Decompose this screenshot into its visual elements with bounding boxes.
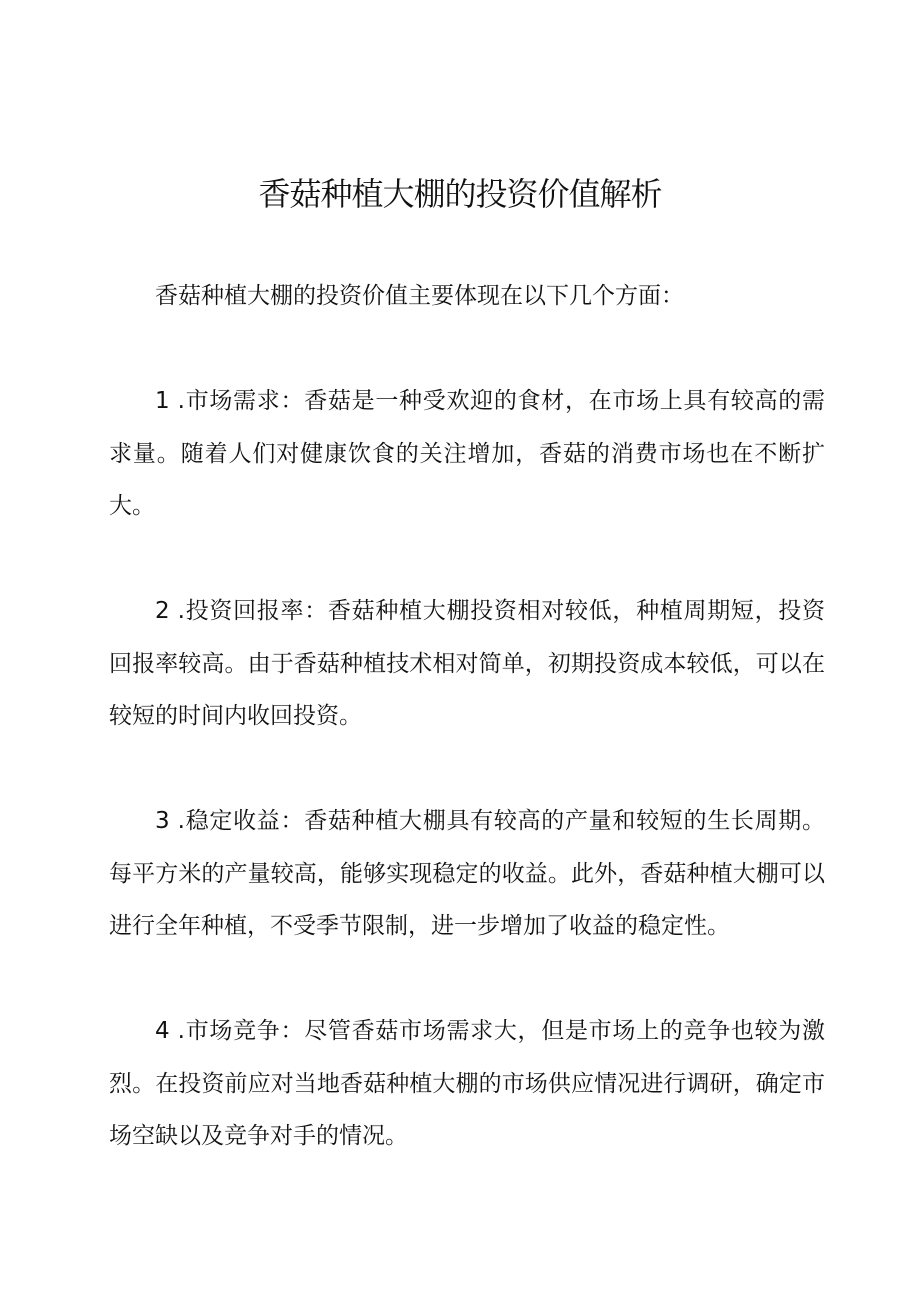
item-number: 3 bbox=[155, 808, 170, 834]
item-text: .市场需求：香菇是一种受欢迎的食材，在市场上具有较高的需求量。随着人们对健康饮食的关注增加，香菇的消费市场也在不断扩大。 bbox=[109, 388, 826, 519]
document-body bbox=[109, 270, 825, 1163]
item-text: .投资回报率：香菇种植大棚投资相对较低，种植周期短，投资回报率较高。由于香菇种植技术相对简单，初期投资成本较低，可以在较短的时间内收回投资。 bbox=[109, 598, 826, 729]
item-number: 4 bbox=[155, 1018, 170, 1044]
item-number: 1 bbox=[155, 388, 170, 414]
paragraph-spacer bbox=[109, 323, 825, 376]
item-number: 2 bbox=[155, 598, 170, 624]
intro-paragraph: 香菇种植大棚的投资价值主要体现在以下几个方面： bbox=[155, 283, 684, 309]
item-text: .稳定收益：香菇种植大棚具有较高的产量和较短的生长周期。每平方米的产量较高，能够实现稳定的收益。此外，香菇种植大棚可以进行全年种植，不受季节限制，进一步增加了收益的稳定性。 bbox=[109, 808, 826, 939]
paragraph-spacer bbox=[109, 533, 825, 586]
paragraph-spacer bbox=[109, 743, 825, 796]
list-item-market-demand bbox=[109, 375, 825, 533]
item-text: .市场竞争：尽管香菇市场需求大，但是市场上的竞争也较为激烈。在投资前应对当地香菇种植大棚的市场供应情况进行调研，确定市场空缺以及竞争对手的情况。 bbox=[109, 1018, 826, 1149]
list-item-investment-return bbox=[109, 585, 825, 743]
document-title: 香菇种植大棚的投资价值解析 bbox=[258, 175, 662, 213]
list-item-stable-income bbox=[109, 795, 825, 953]
list-item-market-competition bbox=[109, 1005, 825, 1163]
paragraph-spacer bbox=[109, 953, 825, 1006]
